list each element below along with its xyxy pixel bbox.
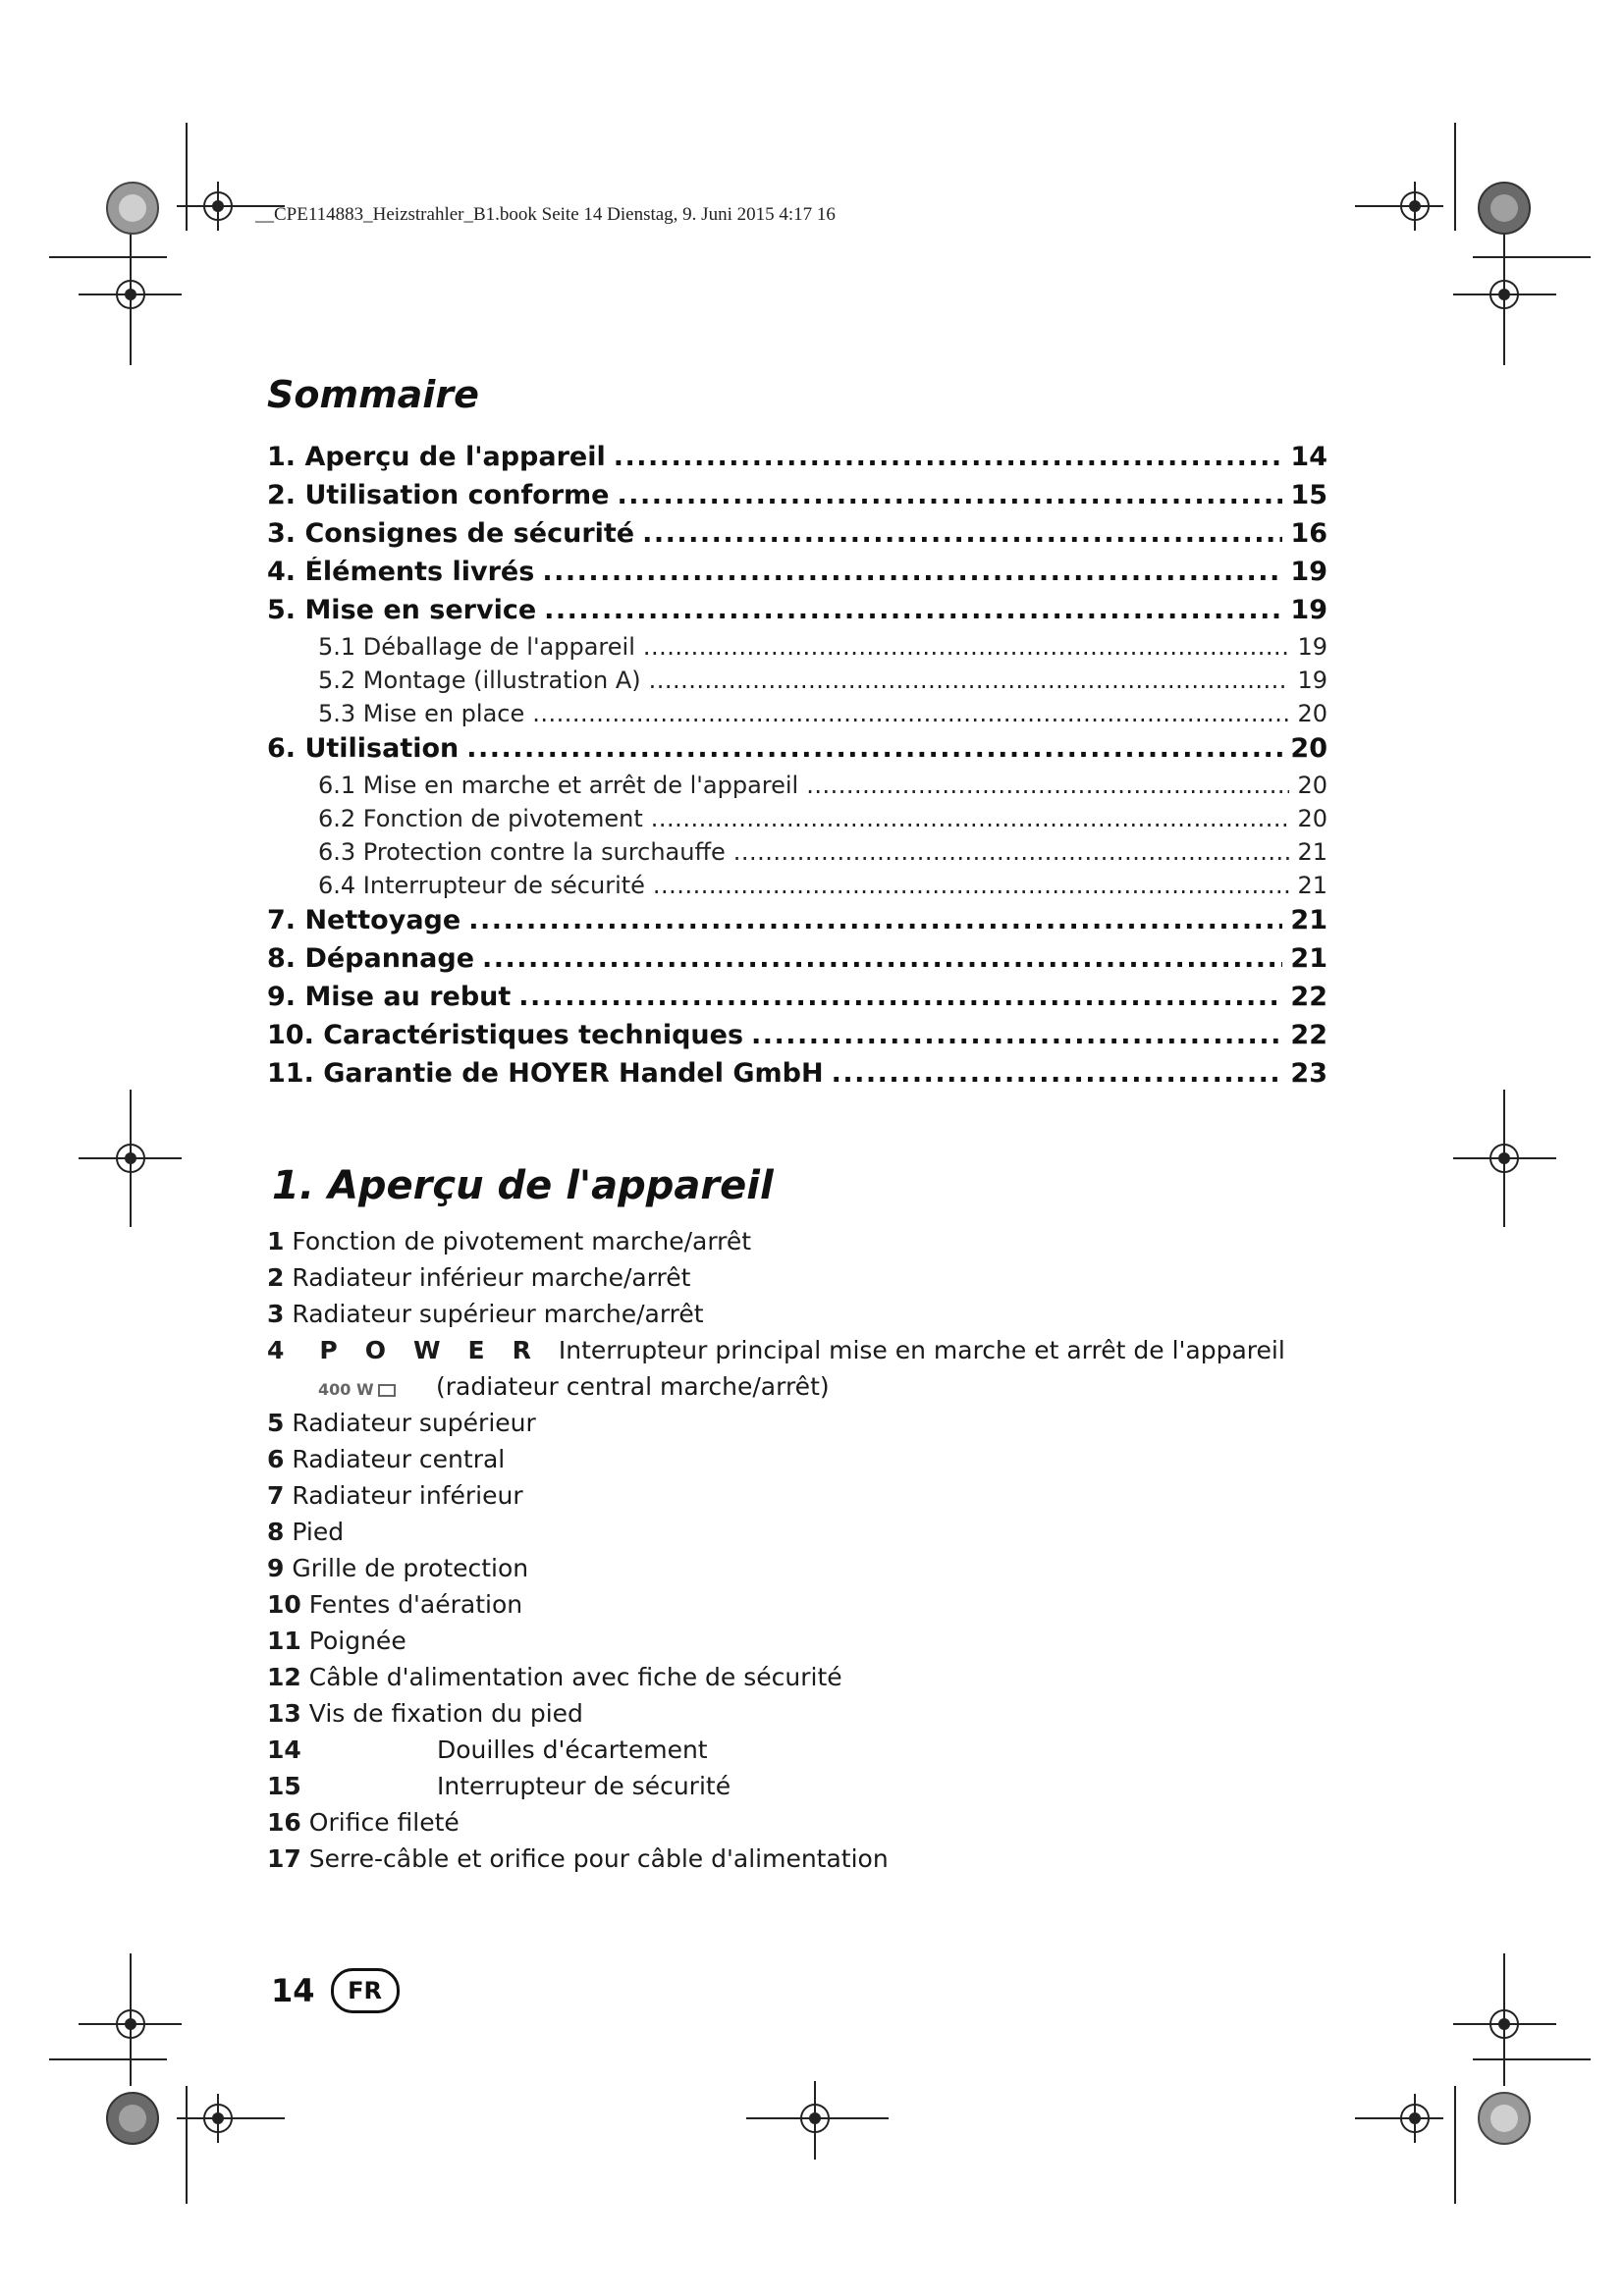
toc-leader-dots: [518, 982, 1282, 1012]
part-description: (radiateur central marche/arrêt): [436, 1372, 830, 1401]
toc-entry-label: 6.4 Interrupteur de sécurité: [318, 872, 645, 899]
part-description: Radiateur inférieur marche/arrêt: [292, 1263, 691, 1292]
part-number: 17: [267, 1844, 301, 1873]
part-number: 2: [267, 1263, 285, 1292]
part-description: Interrupteur de sécurité: [437, 1772, 731, 1800]
page-footer: [271, 1968, 400, 2013]
toc-entry-label: 5. Mise en service: [267, 595, 537, 625]
toc-entry: [267, 1058, 1327, 1096]
power-400w-icon: [318, 1380, 416, 1399]
toc-entry-label: 6. Utilisation: [267, 733, 460, 764]
part-number: 13: [267, 1699, 301, 1728]
part-description: Grille de protection: [292, 1554, 529, 1582]
toc-entry-page: 23: [1290, 1058, 1327, 1089]
toc-entry: [267, 518, 1327, 557]
part-description: Pied: [292, 1518, 345, 1546]
toc-entry: [267, 557, 1327, 595]
toc-leader-dots: [642, 518, 1282, 549]
toc-entry: [267, 595, 1327, 633]
part-number: 10: [267, 1590, 301, 1619]
toc-entry-page: 21: [1290, 905, 1327, 935]
toc-entry: [267, 667, 1327, 700]
part-item: [267, 1227, 1285, 1263]
toc-entry-page: 20: [1297, 805, 1327, 832]
toc-entry: [267, 905, 1327, 943]
toc-entry-label: 8. Dépannage: [267, 943, 475, 974]
part-item: [267, 1481, 1285, 1518]
part-number: 7: [267, 1481, 285, 1510]
part-description: Interrupteur principal mise en marche et arrêt de l'appareil: [558, 1336, 1285, 1364]
part-item: [267, 1263, 1285, 1300]
toc-leader-dots: [751, 1020, 1282, 1050]
part-number: 5: [267, 1409, 285, 1437]
part-item: [267, 1663, 1285, 1699]
toc-entry-page: 19: [1297, 633, 1327, 661]
toc-leader-dots: [544, 595, 1282, 625]
toc-leader-dots: [466, 733, 1282, 764]
toc-entry-page: 19: [1290, 557, 1327, 587]
toc-entry-page: 22: [1290, 1020, 1327, 1050]
part-description: Radiateur inférieur: [292, 1481, 523, 1510]
part-description: Radiateur supérieur: [292, 1409, 536, 1437]
toc-entry-page: 21: [1297, 838, 1327, 866]
parts-list: [267, 1227, 1285, 1881]
toc-entry: [267, 700, 1327, 733]
toc-entry-label: 4. Éléments livrés: [267, 557, 535, 587]
toc-entry: [267, 733, 1327, 772]
part-description: Serre-câble et orifice pour câble d'alimentation: [308, 1844, 889, 1873]
part-number: 4: [267, 1336, 285, 1364]
part-item: [267, 1445, 1285, 1481]
toc-entry-page: 22: [1290, 982, 1327, 1012]
part-item: [267, 1627, 1285, 1663]
toc-entry-label: 6.2 Fonction de pivotement: [318, 805, 643, 832]
power-keyword: POWER: [319, 1336, 559, 1364]
toc-entry-label: 11. Garantie de HOYER Handel GmbH: [267, 1058, 824, 1089]
toc-entry: [267, 838, 1327, 872]
part-number: 3: [267, 1300, 285, 1328]
part-item: [267, 1699, 1285, 1735]
part-item: [267, 1590, 1285, 1627]
toc-leader-dots: [643, 633, 1290, 661]
toc-leader-dots: [542, 557, 1282, 587]
toc-leader-dots: [653, 872, 1290, 899]
part-item: [267, 1336, 1285, 1372]
part-item: [267, 1554, 1285, 1590]
part-description: Radiateur central: [292, 1445, 506, 1473]
power-400w-label: 400 W: [318, 1380, 374, 1399]
toc-entry: [267, 872, 1327, 905]
print-slug: __CPE114883_Heizstrahler_B1.book Seite 14 Dienstag, 9. Juni 2015 4:17 16: [255, 204, 836, 225]
page-number: 14: [271, 1972, 315, 2009]
toc-entry-page: 21: [1297, 872, 1327, 899]
toc-entry-page: 14: [1290, 442, 1327, 472]
part-number: 16: [267, 1808, 301, 1837]
overview-title: 1. Aperçu de l'appareil: [272, 1163, 774, 1208]
toc-entry-page: 20: [1290, 733, 1327, 764]
toc-leader-dots: [482, 943, 1282, 974]
toc-leader-dots: [614, 442, 1283, 472]
part-item: [267, 1808, 1285, 1844]
toc-leader-dots: [649, 667, 1290, 694]
part-description: Orifice fileté: [308, 1808, 460, 1837]
toc-entry-label: 5.3 Mise en place: [318, 700, 525, 727]
part-item: [267, 1300, 1285, 1336]
toc-entry: [267, 442, 1327, 480]
part-item: [267, 1735, 1285, 1772]
toc-entry-page: 15: [1290, 480, 1327, 510]
toc-entry-label: 7. Nettoyage: [267, 905, 461, 935]
part-description: Fentes d'aération: [308, 1590, 523, 1619]
toc-leader-dots: [733, 838, 1290, 866]
language-badge: FR: [331, 1968, 400, 2013]
toc-entry: [267, 805, 1327, 838]
toc-entry: [267, 1020, 1327, 1058]
part-description: Fonction de pivotement marche/arrêt: [292, 1227, 752, 1255]
toc-entry-label: 1. Aperçu de l'appareil: [267, 442, 606, 472]
toc-entry: [267, 480, 1327, 518]
toc-leader-dots: [832, 1058, 1283, 1089]
toc-entry: [267, 772, 1327, 805]
toc-leader-dots: [618, 480, 1283, 510]
toc-entry-page: 19: [1297, 667, 1327, 694]
toc-entry-page: 16: [1290, 518, 1327, 549]
toc-entry-label: 5.1 Déballage de l'appareil: [318, 633, 635, 661]
part-item: [267, 1772, 1285, 1808]
part-description: Radiateur supérieur marche/arrêt: [292, 1300, 704, 1328]
toc-entry: [267, 633, 1327, 667]
part-number: 8: [267, 1518, 285, 1546]
part-number: 9: [267, 1554, 285, 1582]
toc-leader-dots: [651, 805, 1290, 832]
toc-entry: [267, 943, 1327, 982]
toc-title: Sommaire: [267, 373, 479, 416]
part-number: 6: [267, 1445, 285, 1473]
toc-entry-label: 2. Utilisation conforme: [267, 480, 610, 510]
toc-leader-dots: [806, 772, 1289, 799]
toc-entry-label: 9. Mise au rebut: [267, 982, 512, 1012]
toc-leader-dots: [468, 905, 1282, 935]
part-number: 1: [267, 1227, 285, 1255]
part-item: [267, 1372, 1285, 1409]
toc-entry-page: 21: [1290, 943, 1327, 974]
toc-entry-label: 6.3 Protection contre la surchauffe: [318, 838, 726, 866]
toc-entry-label: 3. Consignes de sécurité: [267, 518, 635, 549]
part-description: Poignée: [308, 1627, 406, 1655]
part-item: [267, 1844, 1285, 1881]
part-description: Vis de fixation du pied: [308, 1699, 583, 1728]
toc-entry-label: 6.1 Mise en marche et arrêt de l'appareil: [318, 772, 799, 799]
toc-leader-dots: [532, 700, 1289, 727]
part-number: 14: [267, 1735, 301, 1764]
toc-entry-label: 10. Caractéristiques techniques: [267, 1020, 744, 1050]
part-number: 11: [267, 1627, 301, 1655]
toc-entry-page: 20: [1297, 772, 1327, 799]
toc-entry-page: 20: [1297, 700, 1327, 727]
part-item: [267, 1409, 1285, 1445]
part-description: Câble d'alimentation avec fiche de sécurité: [308, 1663, 842, 1691]
part-item: [267, 1518, 1285, 1554]
table-of-contents: [267, 442, 1327, 1096]
toc-entry: [267, 982, 1327, 1020]
part-number: 15: [267, 1772, 301, 1800]
part-number: 12: [267, 1663, 301, 1691]
part-description: Douilles d'écartement: [437, 1735, 708, 1764]
switch-box-icon: [378, 1384, 396, 1397]
toc-entry-page: 19: [1290, 595, 1327, 625]
toc-entry-label: 5.2 Montage (illustration A): [318, 667, 641, 694]
